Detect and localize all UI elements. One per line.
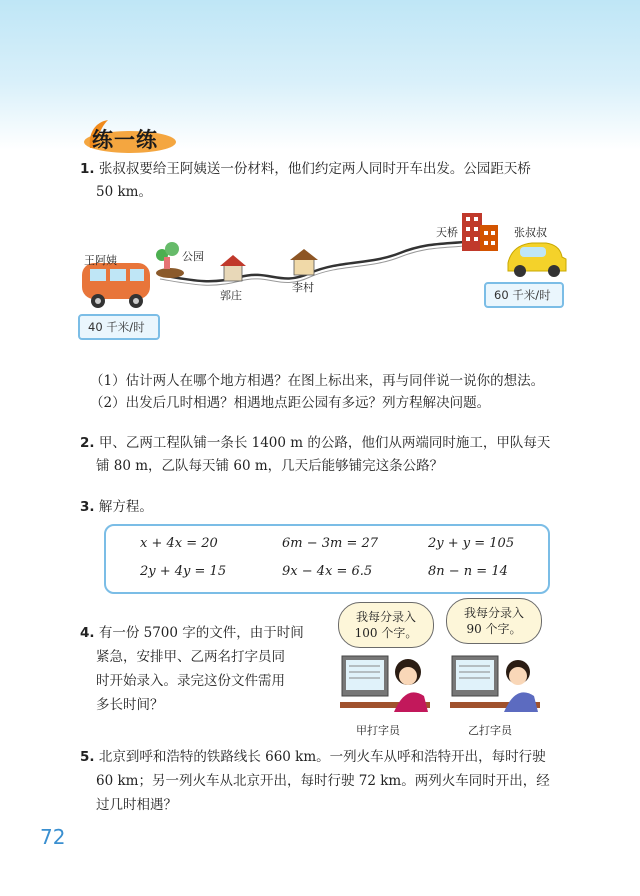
label-park: 公园 (182, 250, 204, 263)
problem-3-text (80, 496, 153, 518)
typist-jia-illustration (340, 650, 432, 720)
label-tianqiao: 天桥 (436, 226, 458, 239)
problem-4-line2: 紧急，安排甲、乙两名打字员同 (96, 649, 285, 665)
speed-zhang-box: 60 千米/时 (484, 282, 564, 308)
label-jia-typist: 甲打字员 (356, 724, 400, 737)
bubble-yi-line1: 我每分录入 (463, 606, 524, 620)
typist-yi-illustration (450, 650, 542, 720)
building-tianqiao-icon (462, 213, 498, 251)
bubble-yi-line2: 90 个字。 (466, 622, 522, 636)
van-icon (82, 263, 150, 308)
problem-1-number: 1. (80, 161, 95, 177)
park-icon (156, 242, 184, 278)
problem-1-line1: 张叔叔要给王阿姨送一份材料，他们约定两人同时开车出发。公园距天桥 (98, 161, 531, 177)
bubble-jia-line2: 100 个字。 (354, 626, 418, 640)
car-icon (508, 243, 566, 277)
speech-bubble-jia (338, 602, 434, 648)
equation-2: 6m − 3m = 27 (282, 536, 379, 551)
problem-2-line1: 甲、乙两工程队铺一条长 1400 m 的公路，他们从两端同时施工，甲队每天 (98, 435, 551, 451)
problem-3-number: 3. (80, 499, 95, 515)
label-wang: 王阿姨 (84, 254, 117, 267)
problem-4-line1: 有一份 5700 字的文件，由于时间 (98, 625, 304, 641)
problem-1-text (80, 158, 570, 180)
problem-2-line2: 铺 80 m，乙队每天铺 60 m，几天后能够铺完这条公路？ (96, 458, 444, 474)
problem-1-line2: 50 km。 (96, 184, 152, 200)
label-licun: 李村 (292, 281, 314, 294)
label-guozhuang: 郭庄 (220, 289, 242, 302)
section-title-badge (78, 118, 178, 154)
problem-1-q2: （2）出发后几时相遇？相遇地点距公园有多远？列方程解决问题。 (90, 395, 491, 411)
page-number: 72 (40, 825, 66, 849)
problem-3-title: 解方程。 (98, 499, 153, 515)
equation-1: x + 4x = 20 (140, 536, 218, 551)
problem-1-q1: （1）估计两人在哪个地方相遇？在图上标出来，再与同伴说一说你的想法。 (90, 373, 545, 389)
equation-4: 2y + 4y = 15 (140, 564, 227, 579)
section-title: 练一练 (92, 128, 158, 152)
equation-box (104, 524, 550, 594)
speed-wang-box: 40 千米/时 (78, 314, 160, 340)
problem-5-line3: 过几时相遇？ (96, 797, 177, 813)
problem-4-number: 4. (80, 625, 95, 641)
problem-5-line2: 60 km；另一列火车从北京开出，每时行驶 72 km。两列火车同时开出，经 (96, 773, 550, 789)
problem-4-text (80, 622, 330, 644)
problem-4-line3: 时开始录入。录完这份文件需用 (96, 673, 285, 689)
problem-4-line4: 多长时间？ (96, 697, 164, 713)
equation-6: 8n − n = 14 (428, 564, 508, 579)
label-zhang: 张叔叔 (514, 226, 547, 239)
speech-bubble-yi (446, 598, 542, 644)
problem-2-text (80, 432, 570, 454)
problem-5-number: 5. (80, 749, 95, 765)
problem-5-text (80, 746, 570, 768)
bubble-jia-line1: 我每分录入 (355, 610, 416, 624)
house-guozhuang-icon (220, 255, 246, 281)
problem-2-number: 2. (80, 435, 95, 451)
equation-3: 2y + y = 105 (428, 536, 515, 551)
house-licun-icon (290, 249, 318, 275)
label-yi-typist: 乙打字员 (468, 724, 512, 737)
equation-5: 9x − 4x = 6.5 (282, 564, 373, 579)
problem-5-line1: 北京到呼和浩特的铁路线长 660 km。一列火车从呼和浩特开出，每时行驶 (98, 749, 546, 765)
